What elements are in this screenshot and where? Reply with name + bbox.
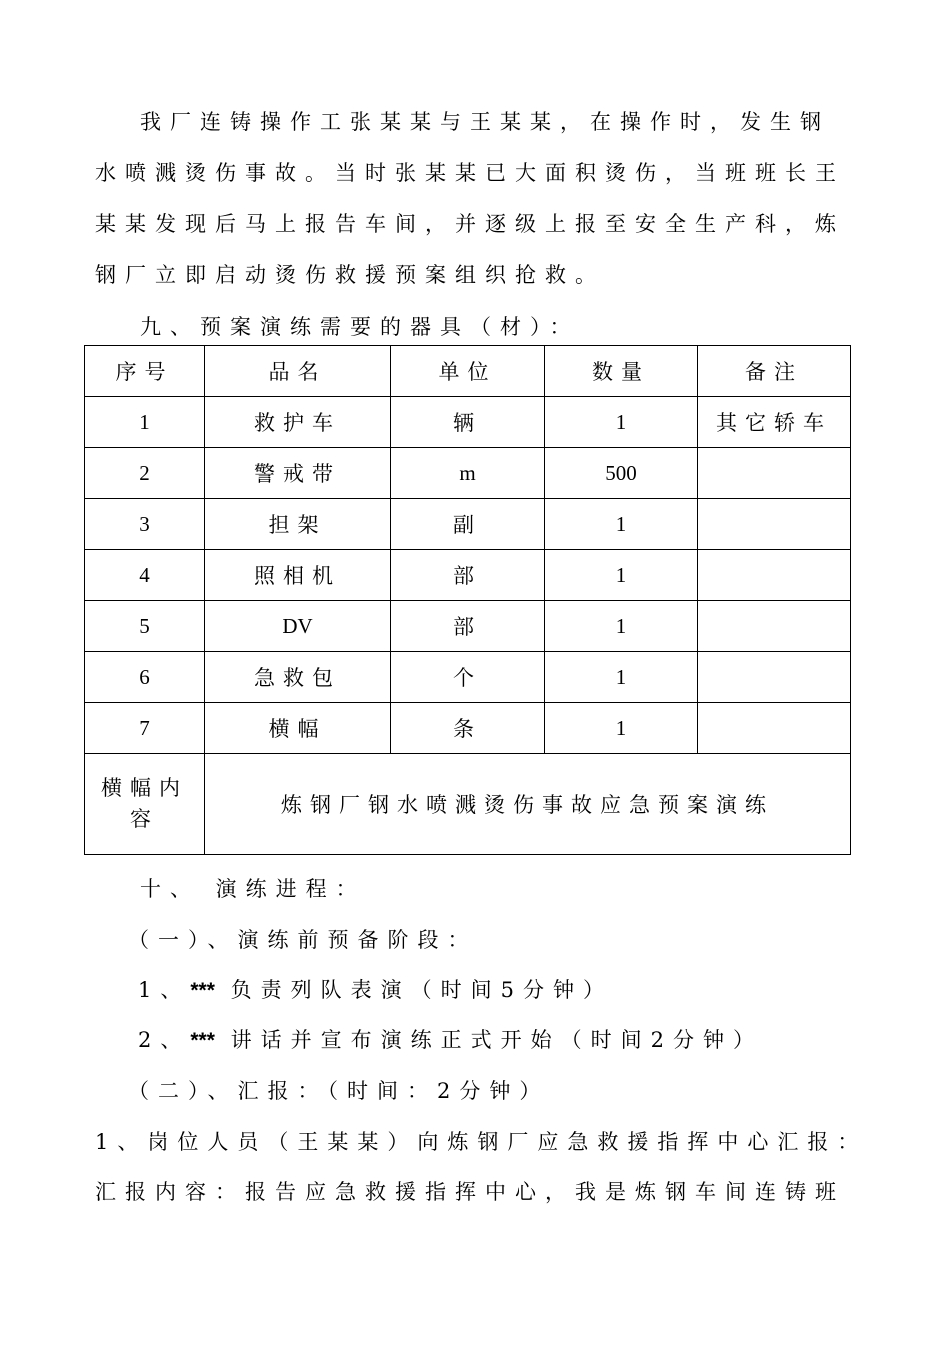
cell-name: 急救包 xyxy=(205,652,391,703)
item-1-text: 负责列队表演（时间5分钟） xyxy=(230,978,613,1002)
item-2-prefix: 2、 xyxy=(138,1028,191,1052)
cell-qty: 1 xyxy=(545,550,698,601)
cell-name: 警戒带 xyxy=(205,448,391,499)
item-1-stars: *** xyxy=(190,979,215,1002)
banner-label xyxy=(85,754,205,855)
intro-line-4: 钢厂立即启动烫伤救援预案组织抢救。 xyxy=(95,263,605,287)
cell-note xyxy=(698,601,851,652)
intro-line-2: 水喷溅烫伤事故。当时张某某已大面积烫伤，当班班长王 xyxy=(95,161,845,185)
table-header-row xyxy=(85,346,851,397)
stage-2-heading: （二）、汇报：（时间：2分钟） xyxy=(128,1079,550,1103)
banner-text: 炼钢厂钢水喷溅烫伤事故应急预案演练 xyxy=(205,754,851,855)
item-1-prefix: 1、 xyxy=(138,978,191,1002)
table-row xyxy=(85,499,851,550)
item-2-text: 讲话并宣布演练正式开始（时间2分钟） xyxy=(230,1028,763,1052)
section-10-heading: 十、 演练进程： xyxy=(140,877,366,901)
cell-note: 其它轿车 xyxy=(698,397,851,448)
cell-unit: 部 xyxy=(391,550,545,601)
cell-name: 横幅 xyxy=(205,703,391,754)
banner-row xyxy=(85,754,851,855)
header-note: 备注 xyxy=(698,346,851,397)
stage-1-heading: （一）、演练前预备阶段： xyxy=(128,928,478,952)
stage-1-item-2 xyxy=(138,1024,763,1054)
cell-unit: 条 xyxy=(391,703,545,754)
table-row xyxy=(85,448,851,499)
table-row xyxy=(85,550,851,601)
header-qty: 数量 xyxy=(545,346,698,397)
cell-name: 担架 xyxy=(205,499,391,550)
header-unit: 单位 xyxy=(391,346,545,397)
cell-note xyxy=(698,652,851,703)
stage-1-item-1 xyxy=(138,974,613,1004)
table-row xyxy=(85,652,851,703)
cell-qty: 1 xyxy=(545,652,698,703)
cell-note xyxy=(698,550,851,601)
report-line-1: 1、岗位人员（王某某）向炼钢厂应急救援指挥中心汇报： xyxy=(95,1130,868,1154)
banner-label-line-1: 横幅内 xyxy=(101,776,188,800)
banner-label-line-2: 容 xyxy=(130,807,159,831)
cell-note xyxy=(698,448,851,499)
cell-unit: 辆 xyxy=(391,397,545,448)
cell-unit: m xyxy=(391,448,545,499)
table-row xyxy=(85,397,851,448)
cell-name: 照相机 xyxy=(205,550,391,601)
header-no: 序号 xyxy=(85,346,205,397)
cell-unit: 部 xyxy=(391,601,545,652)
section-9-heading: 九、预案演练需要的器具（材）： xyxy=(140,315,580,339)
cell-unit: 副 xyxy=(391,499,545,550)
cell-no: 4 xyxy=(85,550,205,601)
item-2-stars: *** xyxy=(190,1029,215,1052)
intro-line-3: 某某发现后马上报告车间，并逐级上报至安全生产科，炼 xyxy=(95,212,845,236)
cell-unit: 个 xyxy=(391,652,545,703)
cell-name: DV xyxy=(205,601,391,652)
cell-qty: 1 xyxy=(545,499,698,550)
table-row xyxy=(85,601,851,652)
cell-qty: 1 xyxy=(545,397,698,448)
cell-qty: 1 xyxy=(545,601,698,652)
report-line-2: 汇报内容：报告应急救援指挥中心，我是炼钢车间连铸班 xyxy=(95,1180,845,1204)
cell-no: 1 xyxy=(85,397,205,448)
cell-no: 6 xyxy=(85,652,205,703)
cell-no: 7 xyxy=(85,703,205,754)
cell-no: 5 xyxy=(85,601,205,652)
table-row xyxy=(85,703,851,754)
cell-note xyxy=(698,499,851,550)
cell-qty: 500 xyxy=(545,448,698,499)
header-name: 品名 xyxy=(205,346,391,397)
cell-qty: 1 xyxy=(545,703,698,754)
cell-note xyxy=(698,703,851,754)
intro-line-1: 我厂连铸操作工张某某与王某某，在操作时，发生钢 xyxy=(140,110,830,134)
cell-no: 2 xyxy=(85,448,205,499)
cell-no: 3 xyxy=(85,499,205,550)
equipment-table xyxy=(84,345,851,855)
cell-name: 救护车 xyxy=(205,397,391,448)
